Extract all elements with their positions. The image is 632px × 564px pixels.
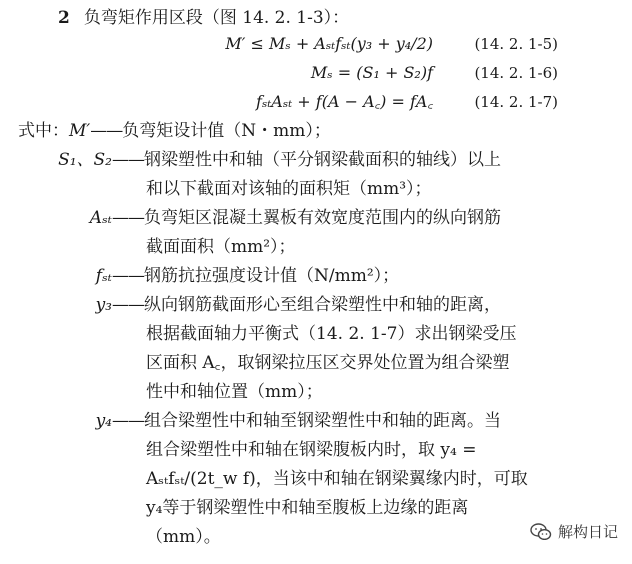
definition-text: 组合梁塑性中和轴在钢梁腹板内时，取 y₄ = — [146, 440, 477, 460]
definition-dash: —— — [112, 411, 144, 431]
definition-text: 截面面积（mm²）； — [146, 237, 296, 257]
definition-symbol: Aₛₜ — [89, 208, 112, 228]
watermark — [530, 521, 618, 542]
definition-fst — [50, 262, 399, 291]
definition-text: 钢梁塑性中和轴（平分钢梁截面积的轴线）以上 — [144, 150, 501, 170]
definition-dash: —— — [90, 121, 123, 141]
equation-formula: fₛₜAₛₜ + f(A − A꜀) = fA꜀ — [256, 92, 433, 111]
watermark-text: 解构日记 — [557, 523, 618, 541]
definition-text: y₄等于钢梁塑性中和轴至腹板上边缘的距离 — [146, 498, 469, 518]
definition-text: 区面积 A꜀，取钢梁拉压区交界处位置为组合梁塑 — [146, 353, 510, 373]
definition-m-prime — [18, 117, 331, 146]
definition-s1-s2 — [50, 146, 501, 204]
definition-text: （mm）。 — [146, 527, 221, 547]
definition-text: 根据截面轴力平衡式（14. 2. 1-7）求出钢梁受压 — [146, 324, 517, 344]
definition-ast — [50, 204, 501, 262]
equation-formula: Mₛ = (S₁ + S₂)f — [310, 63, 433, 82]
definition-text: 和以下截面对该轴的面积矩（mm³）； — [146, 179, 432, 199]
definition-symbol: y₄ — [95, 411, 112, 431]
wechat-icon — [530, 523, 552, 541]
equation-number: (14. 2. 1-7) — [474, 93, 558, 111]
definition-text: Aₛₜfₛₜ/(2t_w f)，当该中和轴在钢梁翼缘内时，可取 — [146, 469, 528, 489]
equation-2 — [130, 61, 558, 85]
definition-symbol: fₛₜ — [95, 266, 112, 286]
definition-dash: —— — [112, 295, 144, 315]
equation-number: (14. 2. 1-6) — [474, 64, 558, 82]
equation-1 — [130, 32, 558, 56]
definition-text: 纵向钢筋截面形心至组合梁塑性中和轴的距离， — [144, 295, 501, 315]
definition-symbol: M′ — [69, 121, 91, 141]
definition-dash: —— — [112, 266, 144, 286]
definition-symbol: S₁、S₂ — [58, 150, 112, 170]
definition-text: 性中和轴位置（mm）； — [146, 382, 323, 402]
equation-3 — [130, 90, 558, 114]
equation-formula: M′ ≤ Mₛ + Aₛₜfₛₜ(y₃ + y₄/2) — [225, 34, 433, 53]
definition-text: 钢筋抗拉强度设计值（N/mm²）； — [144, 266, 400, 286]
definition-symbol: y₃ — [95, 295, 112, 315]
definition-text: 负弯矩设计值（N・mm）； — [122, 121, 331, 141]
definition-prefix: 式中： — [18, 121, 69, 141]
definition-y4 — [50, 407, 528, 552]
equation-number: (14. 2. 1-5) — [474, 35, 558, 53]
definition-text: 组合梁塑性中和轴至钢梁塑性中和轴的距离。当 — [144, 411, 501, 431]
section-title: 负弯矩作用区段（图 14. 2. 1-3）： — [83, 8, 350, 28]
definition-y3 — [50, 291, 516, 407]
section-heading — [58, 6, 349, 30]
definition-dash: —— — [112, 208, 144, 228]
definition-text: 负弯矩区混凝土翼板有效宽度范围内的纵向钢筋 — [144, 208, 501, 228]
definition-dash: —— — [112, 150, 144, 170]
section-number: 2 — [58, 8, 70, 28]
